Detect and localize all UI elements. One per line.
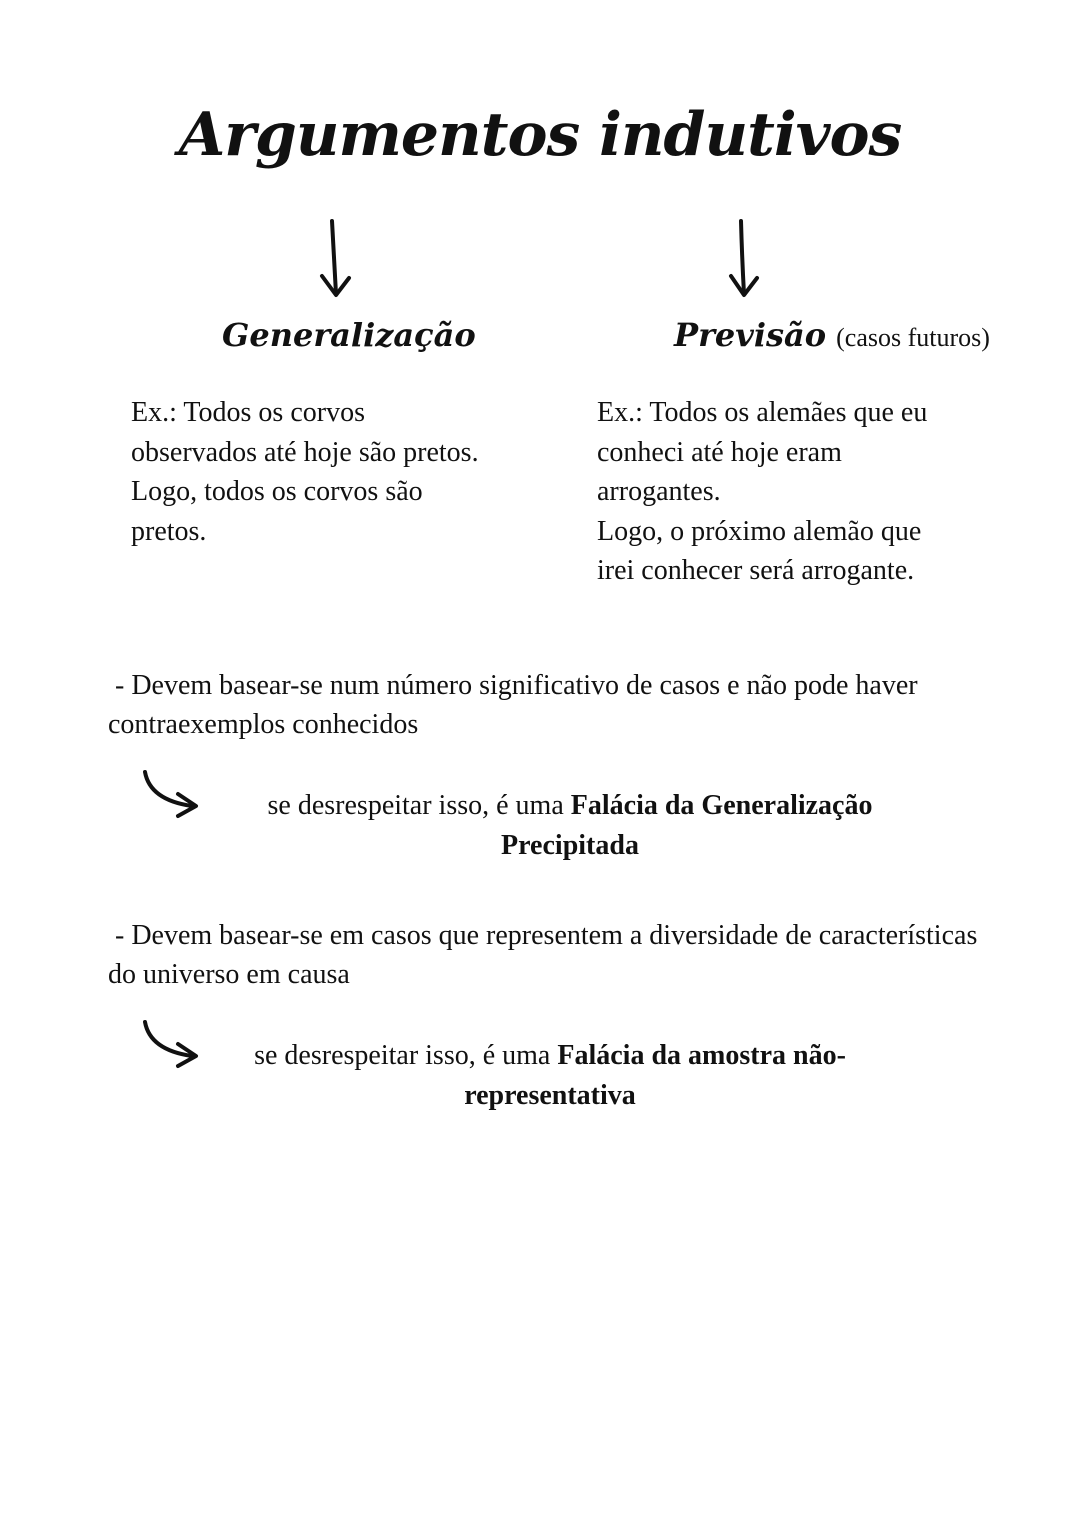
- curved-arrow-icon: [140, 768, 204, 820]
- example-line: Ex.: Todos os corvos: [131, 397, 365, 428]
- example-line: irei conhecer será arrogante.: [597, 555, 915, 586]
- rule-text: - Devem basear-se em casos que representem a diversidade de características do universo em causa: [108, 920, 985, 990]
- arrow-down-icon: [318, 218, 354, 300]
- example-generalizacao: [131, 393, 561, 551]
- consequence-prefix: se desrespeitar isso, é uma: [254, 1040, 558, 1071]
- example-previsao: [597, 393, 1037, 591]
- heading-note: (casos futuros): [836, 323, 990, 352]
- page-title: Argumentos indutivos: [178, 100, 902, 170]
- fallacy-name: Falácia da amostra não-representativa: [464, 1040, 846, 1111]
- example-line: Ex.: Todos os alemães que eu: [597, 397, 928, 428]
- heading-previsao: [674, 316, 990, 354]
- heading-label: Generalização: [222, 316, 476, 354]
- example-line: Logo, todos os corvos são: [131, 476, 423, 507]
- example-line: Logo, o próximo alemão que: [597, 515, 922, 547]
- curved-arrow-icon: [140, 1018, 204, 1070]
- heading-generalizacao: [222, 316, 476, 354]
- rule-text: - Devem basear-se num número significativo de casos e não pode haver contraexemplos conhecidos: [108, 670, 925, 740]
- heading-label: Previsão: [674, 316, 827, 354]
- consequence-prefix: se desrespeitar isso, é uma: [267, 790, 571, 821]
- fallacy-name: Falácia da Generalização Precipitada: [501, 790, 873, 861]
- fallacy-consequence: [200, 786, 940, 866]
- example-line: conheci até hoje eram: [597, 436, 842, 468]
- example-line: arrogantes.: [597, 476, 721, 507]
- fallacy-consequence: [200, 1036, 900, 1116]
- arrow-down-icon: [726, 218, 762, 300]
- example-line: observados até hoje são pretos.: [131, 436, 479, 468]
- example-line: pretos.: [131, 515, 207, 547]
